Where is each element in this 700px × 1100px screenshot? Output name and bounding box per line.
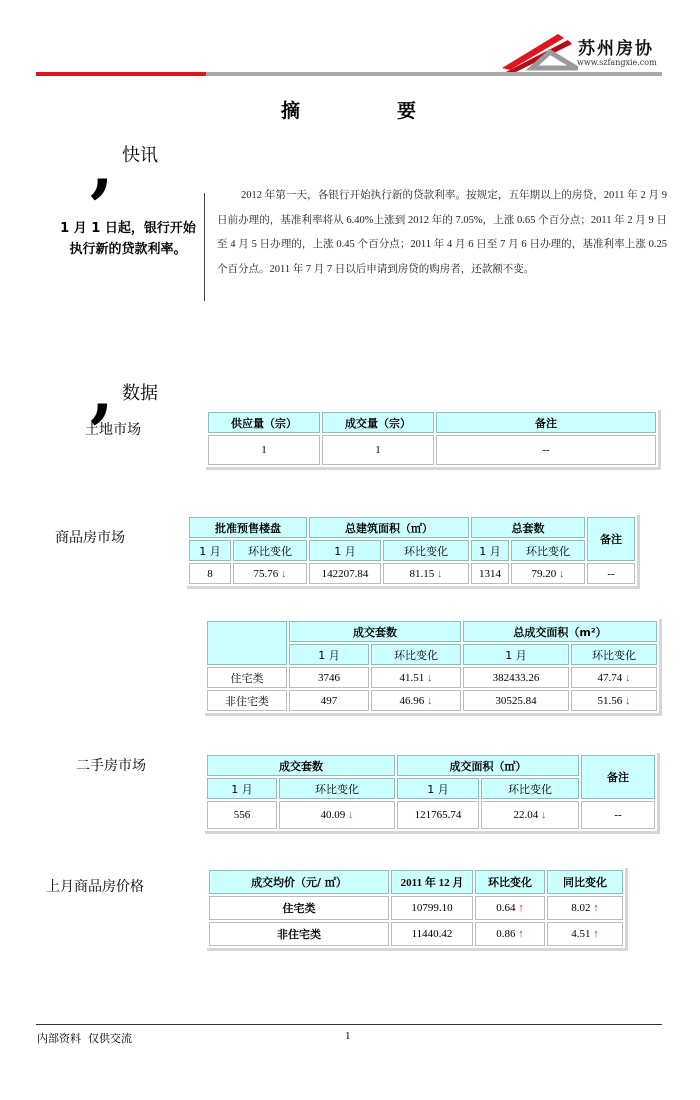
arrow-down-icon: ↓ (437, 567, 443, 580)
residential-price-value: 10799.10 (391, 896, 473, 920)
second-hand-units-mom-cell (279, 801, 395, 829)
news-headline: 1 月 1 日起，银行开始执行新的贷款利率。 (60, 221, 196, 257)
news-body: 2012 年第一天，各银行开始执行新的贷款利率。按规定，五年期以上的房贷，2011 年 2 月 9 日前办理的，基准利率将从 6.40%上涨到 2012 年的 7.05%，上涨 0.65 个百分点；2011 年 2 月 9 日至 4 月 5 日办理的，上涨 0.45 个百分点；2011 年 4 月 6 日至 7 月 6 日办理的，基准利率上涨 0.25 个百分点。2011 年 7 月 7 日以后申请到房贷的购房者，还款额不变。 (217, 190, 667, 275)
table-header-row (189, 517, 635, 538)
second-hand-area-mom-cell (481, 801, 579, 829)
commercial-market-label: 商品房市场 (55, 530, 125, 546)
commercial-table-2 (205, 619, 662, 716)
presale-mom-cell (233, 563, 307, 584)
subheader-month: 1 月 (309, 540, 381, 561)
header-presale-projects: 批准预售楼盘 (189, 517, 307, 538)
section-bullet-icon: , (90, 351, 114, 431)
news-divider (204, 193, 205, 301)
table-row (207, 801, 655, 829)
table-row (208, 435, 656, 465)
second-hand-note-value: -- (581, 801, 655, 829)
subheader-month: 1 月 (471, 540, 509, 561)
page-number: 1 (345, 1030, 351, 1042)
arrow-up-icon: ↑ (593, 928, 599, 940)
nonresidential-price-mom-cell (475, 922, 545, 946)
row-name-non-residential: 非住宅类 (207, 690, 287, 711)
area-mom-cell (383, 563, 469, 584)
second-hand-area-mom-value: 22.04 (513, 809, 539, 821)
land-header-supply: 供应量（宗） (208, 412, 320, 433)
residential-area-mom-cell (571, 667, 657, 688)
table-row (207, 690, 657, 711)
page-title-char-1: 摘 (281, 100, 301, 122)
subheader-mom-change: 环比变化 (571, 644, 657, 665)
residential-units-value: 3746 (289, 667, 369, 688)
arrow-down-icon: ↓ (427, 671, 433, 684)
section-bullet-icon: , (90, 126, 114, 206)
arrow-up-icon: ↑ (593, 902, 599, 914)
subheader-month: 1 月 (463, 644, 569, 665)
table-row (189, 563, 635, 584)
nonresidential-price-mom-value: 0.86 (496, 928, 516, 940)
land-supply-value: 1 (208, 435, 320, 465)
header-dec-2011: 2011 年 12 月 (391, 870, 473, 894)
header-deal-units: 成交套数 (289, 621, 461, 642)
second-hand-market-label: 二手房市场 (76, 758, 146, 774)
header-note: 备注 (587, 517, 635, 561)
header-note: 备注 (581, 755, 655, 799)
nonresidential-units-mom-value: 46.96 (399, 694, 425, 707)
second-hand-area-value: 121765.74 (397, 801, 479, 829)
arrow-up-icon: ↑ (518, 902, 524, 914)
arrow-down-icon: ↓ (348, 809, 354, 821)
table-header-row (209, 870, 623, 894)
units-mom-value: 79.20 (531, 567, 557, 580)
residential-price-yoy-value: 8.02 (571, 902, 591, 914)
land-deals-value: 1 (322, 435, 434, 465)
arrow-down-icon: ↓ (625, 671, 631, 684)
commercial-table-1 (187, 515, 640, 589)
subheader-mom-change: 环比变化 (233, 540, 307, 561)
footer-rule (36, 1024, 662, 1025)
area-mom-value: 81.15 (409, 567, 435, 580)
subheader-month: 1 月 (189, 540, 231, 561)
land-market-label: 土地市场 (85, 422, 141, 438)
arrow-down-icon: ↓ (427, 694, 433, 707)
header-yoy-change: 同比变化 (547, 870, 623, 894)
note-value: -- (587, 563, 635, 584)
residential-area-mom-value: 47.74 (597, 671, 623, 684)
header-rule-red (36, 72, 206, 76)
nonresidential-price-yoy-cell (547, 922, 623, 946)
header-deal-area: 总成交面积（m²） (463, 621, 657, 642)
header-deal-area: 成交面积（㎡） (397, 755, 579, 776)
table-subheader-row (189, 540, 635, 561)
residential-units-mom-cell (371, 667, 461, 688)
units-mom-cell (511, 563, 585, 584)
section-title-data: 数据 (122, 383, 158, 404)
row-name-residential: 住宅类 (209, 896, 389, 920)
header-total-floor-area: 总建筑面积（㎡） (309, 517, 469, 538)
arrow-down-icon: ↓ (559, 567, 565, 580)
page-title-char-2: 要 (397, 100, 417, 122)
subheader-mom-change: 环比变化 (371, 644, 461, 665)
header-mom-change: 环比变化 (475, 870, 545, 894)
arrow-down-icon: ↓ (625, 694, 631, 707)
subheader-month: 1 月 (289, 644, 369, 665)
brand-url: www.szfangxie.com (577, 58, 657, 67)
arrow-down-icon: ↓ (541, 809, 547, 821)
subheader-mom-change: 环比变化 (279, 778, 395, 799)
units-month-value: 1314 (471, 563, 509, 584)
subheader-mom-change: 环比变化 (383, 540, 469, 561)
nonresidential-price-yoy-value: 4.51 (571, 928, 591, 940)
header-rule-gray (206, 72, 662, 76)
row-name-non-residential: 非住宅类 (209, 922, 389, 946)
residential-price-yoy-cell (547, 896, 623, 920)
arrow-up-icon: ↑ (518, 928, 524, 940)
second-hand-units-value: 556 (207, 801, 277, 829)
nonresidential-area-mom-cell (571, 690, 657, 711)
nonresidential-price-value: 11440.42 (391, 922, 473, 946)
land-header-note: 备注 (436, 412, 656, 433)
land-note-value: -- (436, 435, 656, 465)
presale-mom-value: 75.76 (253, 567, 279, 580)
second-hand-units-mom-value: 40.09 (320, 809, 346, 821)
presale-month-value: 8 (189, 563, 231, 584)
brand-logo-icon (498, 28, 578, 72)
nonresidential-area-mom-value: 51.56 (597, 694, 623, 707)
table-header-row (208, 412, 656, 433)
residential-price-mom-value: 0.64 (496, 902, 516, 914)
table-row (207, 667, 657, 688)
row-name-residential: 住宅类 (207, 667, 287, 688)
header-blank (207, 621, 287, 665)
subheader-month: 1 月 (397, 778, 479, 799)
table-row (209, 896, 623, 920)
nonresidential-area-value: 30525.84 (463, 690, 569, 711)
residential-units-mom-value: 41.51 (399, 671, 425, 684)
table-header-row (207, 621, 657, 642)
nonresidential-units-value: 497 (289, 690, 369, 711)
land-header-deals: 成交量（宗） (322, 412, 434, 433)
area-month-value: 142207.84 (309, 563, 381, 584)
subheader-month: 1 月 (207, 778, 277, 799)
subheader-mom-change: 环比变化 (511, 540, 585, 561)
header-avg-price: 成交均价（元/ ㎡） (209, 870, 389, 894)
header-deal-units: 成交套数 (207, 755, 395, 776)
header-total-units: 总套数 (471, 517, 585, 538)
arrow-down-icon: ↓ (281, 567, 287, 580)
table-row (209, 922, 623, 946)
subheader-mom-change: 环比变化 (481, 778, 579, 799)
brand-name: 苏州房协 (578, 39, 654, 59)
price-table (207, 868, 628, 951)
residential-price-mom-cell (475, 896, 545, 920)
price-label: 上月商品房价格 (46, 879, 144, 895)
table-header-row (207, 755, 655, 776)
nonresidential-units-mom-cell (371, 690, 461, 711)
land-table (206, 410, 661, 470)
second-hand-table (205, 753, 660, 834)
footer-text: 内部资料 仅供交流 (37, 1032, 132, 1045)
residential-area-value: 382433.26 (463, 667, 569, 688)
section-title-news: 快讯 (122, 145, 158, 166)
